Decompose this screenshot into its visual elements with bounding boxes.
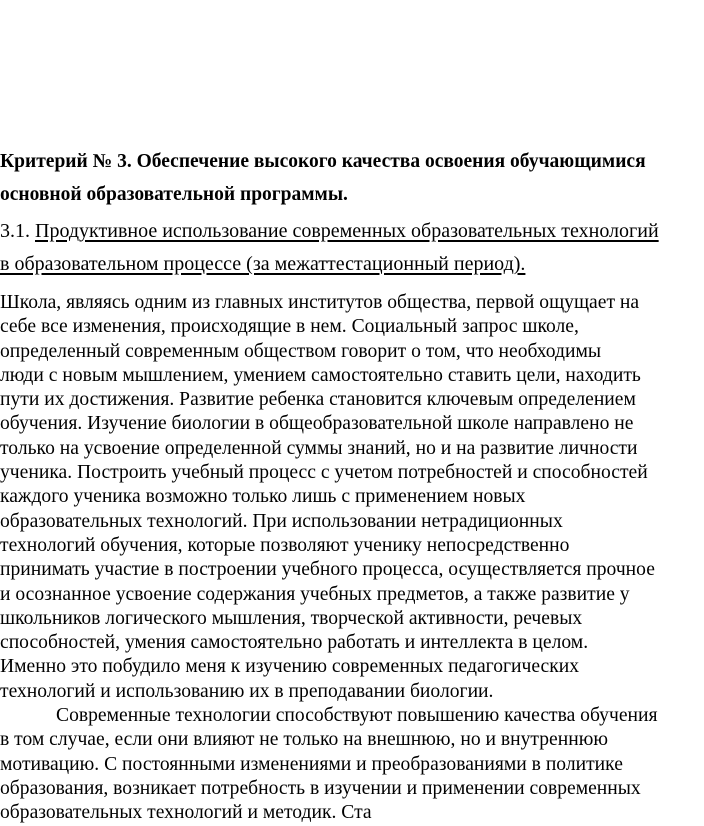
paragraph-2-line: образовательных технологий и методик. Ста bbox=[0, 802, 372, 824]
paragraph-2-line: Современные технологии способствуют повышению качества обучения bbox=[56, 705, 658, 727]
criterion-heading bbox=[0, 145, 704, 211]
paragraph-1-line: и осознанное усвоение содержания учебных предметов, а также развитие у bbox=[0, 583, 630, 605]
paragraph-1-line: технологий обучения, которые позволяют ученику непосредственно bbox=[0, 534, 570, 556]
paragraph-1-line: люди с новым мышлением, умением самостоятельно ставить цели, находить bbox=[0, 364, 641, 386]
paragraph-1-line: определенный современным обществом говорит о том, что необходимы bbox=[0, 340, 602, 362]
paragraph-1-line: только на усвоение определенной суммы знаний, но и на развитие личности bbox=[0, 437, 638, 459]
paragraph-2-line: мотивацию. С постоянными изменениями и преобразованиями в политике bbox=[0, 753, 623, 775]
paragraph-1-line: Школа, являясь одним из главных институтов общества, первой ощущает на bbox=[0, 292, 640, 313]
subheading-number: 3.1. bbox=[0, 220, 35, 242]
paragraph-1-line: ученика. Построить учебный процесс с учетом потребностей и способностей bbox=[0, 462, 648, 484]
subheading-underlined-text-1: Продуктивное использование современных образовательных технологий bbox=[35, 220, 659, 242]
subheading-underlined-text-2: в образовательном процессе (за межаттестационный период). bbox=[0, 253, 526, 275]
paragraph-1-line: принимать участие в построении учебного процесса, осуществляется прочное bbox=[0, 559, 655, 581]
paragraph-1-line: Именно это побудило меня к изучению современных педагогических bbox=[0, 656, 580, 678]
paragraph-1-line: обучения. Изучение биологии в общеобразовательной школе направлено не bbox=[0, 413, 634, 435]
paragraph-1-line: школьников логического мышления, творческой активности, речевых bbox=[0, 607, 583, 629]
paragraph-1-line: образовательных технологий. При использовании нетрадиционных bbox=[0, 510, 563, 532]
paragraph-1-line: себе все изменения, происходящие в нем. Социальный запрос школе, bbox=[0, 316, 579, 338]
paragraph-2-line: в том случае, если они влияют не только на внешнюю, но и внутреннюю bbox=[0, 729, 608, 751]
body-text bbox=[0, 291, 704, 826]
paragraph-1-line: способностей, умения самостоятельно работать и интеллекта в целом. bbox=[0, 632, 589, 654]
paragraph-2-line: образования, возникает потребность в изучении и применении современных bbox=[0, 777, 641, 799]
heading-line-2: основной образовательной программы. bbox=[0, 184, 348, 205]
paragraph-1-line: технологий и использованию их в преподавании биологии. bbox=[0, 680, 494, 702]
subheading-line-1 bbox=[0, 215, 704, 248]
heading-line-1: Критерий № 3. Обеспечение высокого качества освоения обучающимися bbox=[0, 151, 646, 172]
section-subheading bbox=[0, 215, 704, 281]
paragraph-1-line: пути их достижения. Развитие ребенка становится ключевым определением bbox=[0, 389, 636, 411]
paragraph-1-line: каждого ученика возможно только лишь с применением новых bbox=[0, 486, 526, 508]
subheading-line-2 bbox=[0, 248, 704, 281]
